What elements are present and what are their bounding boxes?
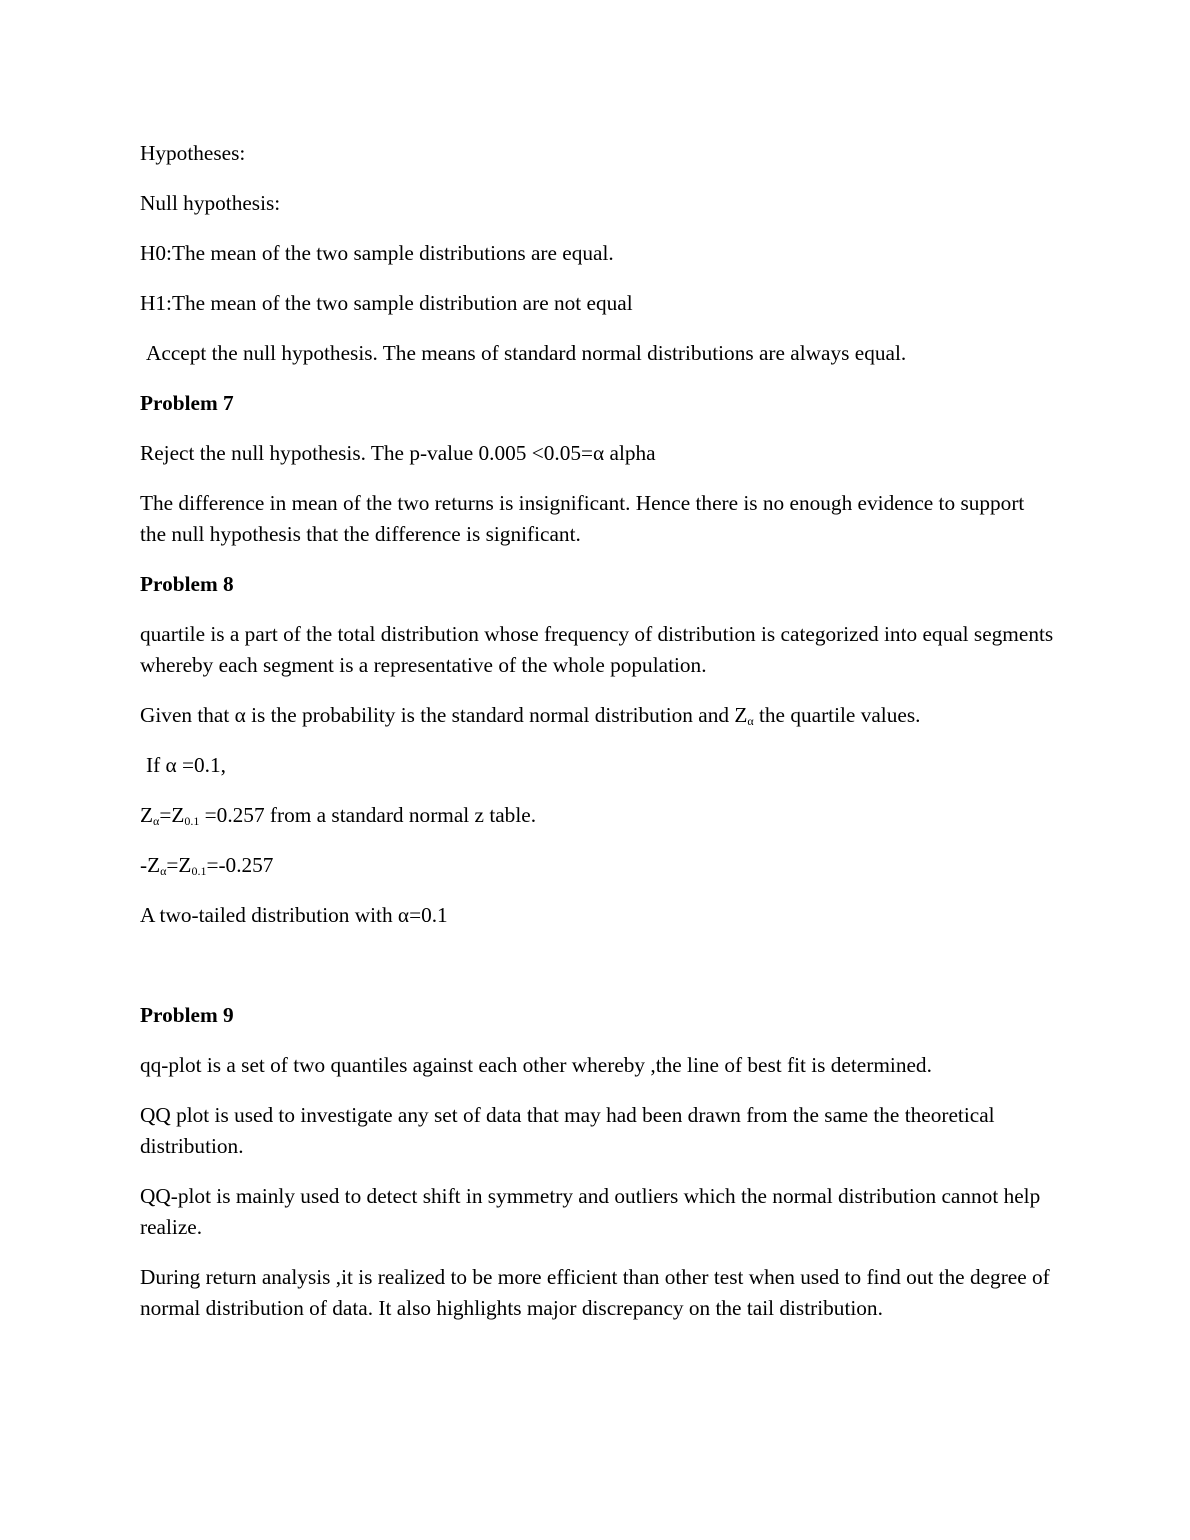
if-alpha-statement: If α =0.1, [146, 753, 226, 777]
hypotheses-label: Hypotheses: [140, 141, 246, 165]
blank-line [140, 950, 1055, 981]
null-hypothesis-label: Null hypothesis: [140, 191, 281, 215]
qq-plot-return-analysis: During return analysis ,it is realized to be more efficient than other test when used to find out the degree of normal distribution of data. It also highlights major discrepancy on the tail distribution. [140, 1265, 1050, 1320]
given-subscript: α [747, 714, 754, 728]
z-alpha-negative [140, 850, 1055, 881]
alpha-subscript: α [160, 864, 167, 878]
given-prefix: Given that α is the probability is the standard normal distribution and Z [140, 703, 748, 727]
neg-z-value-text: =-0.257 [206, 853, 274, 877]
qq-plot-detection: QQ-plot is mainly used to detect shift in symmetry and outliers which the normal distribution cannot help realize. [140, 1184, 1041, 1239]
given-alpha-statement [140, 700, 1055, 731]
h1-statement: H1:The mean of the two sample distribution are not equal [140, 291, 633, 315]
alpha-subscript: α [153, 814, 160, 828]
qq-plot-usage: QQ plot is used to investigate any set of data that may had been drawn from the same the theoretical distribution. [140, 1103, 995, 1158]
value-subscript: 0.1 [184, 814, 200, 828]
problem-7-heading: Problem 7 [140, 391, 234, 415]
equals-z: =Z [166, 853, 192, 877]
reject-null-statement: Reject the null hypothesis. The p-value 0.005 <0.05=α alpha [140, 441, 656, 465]
two-tailed-statement: A two-tailed distribution with α=0.1 [140, 903, 448, 927]
neg-z-symbol: -Z [140, 853, 161, 877]
problem-9-heading: Problem 9 [140, 1003, 234, 1027]
z-alpha-positive [140, 800, 1055, 831]
equals-z: =Z [159, 803, 185, 827]
given-suffix: the quartile values. [753, 703, 921, 727]
quartile-definition: quartile is a part of the total distribution whose frequency of distribution is categorized into equal segments whereby each segment is a representative of the whole population. [140, 622, 1054, 677]
difference-statement: The difference in mean of the two returns is insignificant. Hence there is no enough evidence to support the null hypothesis that the difference is significant. [140, 491, 1025, 546]
z-value-text: =0.257 from a standard normal z table. [199, 803, 537, 827]
value-subscript: 0.1 [191, 864, 207, 878]
accept-null-statement: Accept the null hypothesis. The means of standard normal distributions are always equal. [146, 341, 907, 365]
z-symbol: Z [140, 803, 154, 827]
qq-plot-definition: qq-plot is a set of two quantiles against each other whereby ,the line of best fit is determined. [140, 1053, 932, 1077]
h0-statement: H0:The mean of the two sample distributions are equal. [140, 241, 614, 265]
problem-8-heading: Problem 8 [140, 572, 234, 596]
document-body [140, 138, 1055, 1343]
